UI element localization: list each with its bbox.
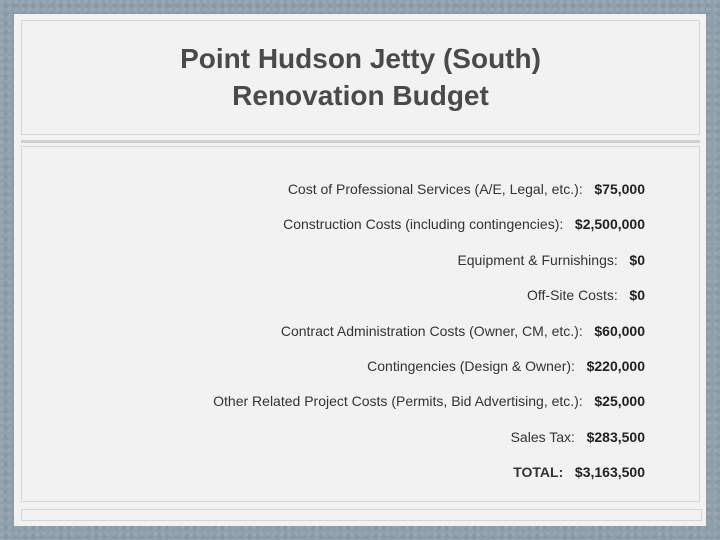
budget-item-contingencies	[45, 356, 645, 391]
budget-item-label: Contract Administration Costs (Owner, CM, etc.):	[280, 322, 591, 339]
budget-item-amount: $25,000	[594, 393, 645, 410]
budget-item-label: Off-Site Costs:	[526, 287, 626, 304]
budget-item-equipment	[45, 250, 645, 285]
budget-item-label: Cost of Professional Services (A/E, Legal, etc.):	[287, 181, 591, 197]
footer-band	[21, 509, 702, 521]
budget-total-label: TOTAL:	[513, 464, 572, 481]
budget-item-amount: $0	[629, 287, 645, 304]
budget-item-amount: $2,500,000	[574, 216, 645, 233]
budget-item-amount: $220,000	[586, 357, 645, 374]
budget-item-label: Other Related Project Costs (Permits, Bid Advertising, etc.):	[213, 393, 591, 410]
title-divider	[21, 140, 700, 143]
budget-item-amount: $60,000	[594, 322, 645, 339]
budget-total	[45, 462, 645, 497]
budget-item-amount: $75,000	[594, 181, 645, 197]
budget-list	[45, 179, 645, 498]
budget-item-label: Equipment & Furnishings:	[457, 251, 626, 268]
title-box	[21, 20, 700, 135]
slide	[14, 14, 706, 526]
content-box	[21, 146, 700, 502]
budget-item-off-site	[45, 285, 645, 320]
budget-total-amount: $3,163,500	[574, 464, 645, 481]
slide-title	[180, 40, 541, 114]
budget-item-contract-admin	[45, 321, 645, 356]
budget-item-other-related	[45, 391, 645, 426]
title-line-2: Renovation Budget	[232, 79, 489, 111]
title-line-1: Point Hudson Jetty (South)	[180, 42, 541, 74]
budget-item-amount: $0	[629, 251, 645, 268]
budget-item-amount: $283,500	[586, 428, 645, 445]
budget-item-label: Contingencies (Design & Owner):	[367, 357, 583, 374]
budget-item-label: Construction Costs (including contingencies):	[283, 216, 572, 233]
budget-item-sales-tax	[45, 427, 645, 462]
budget-item-professional-services	[45, 179, 645, 214]
budget-item-label: Sales Tax:	[510, 428, 583, 445]
budget-item-construction	[45, 214, 645, 249]
